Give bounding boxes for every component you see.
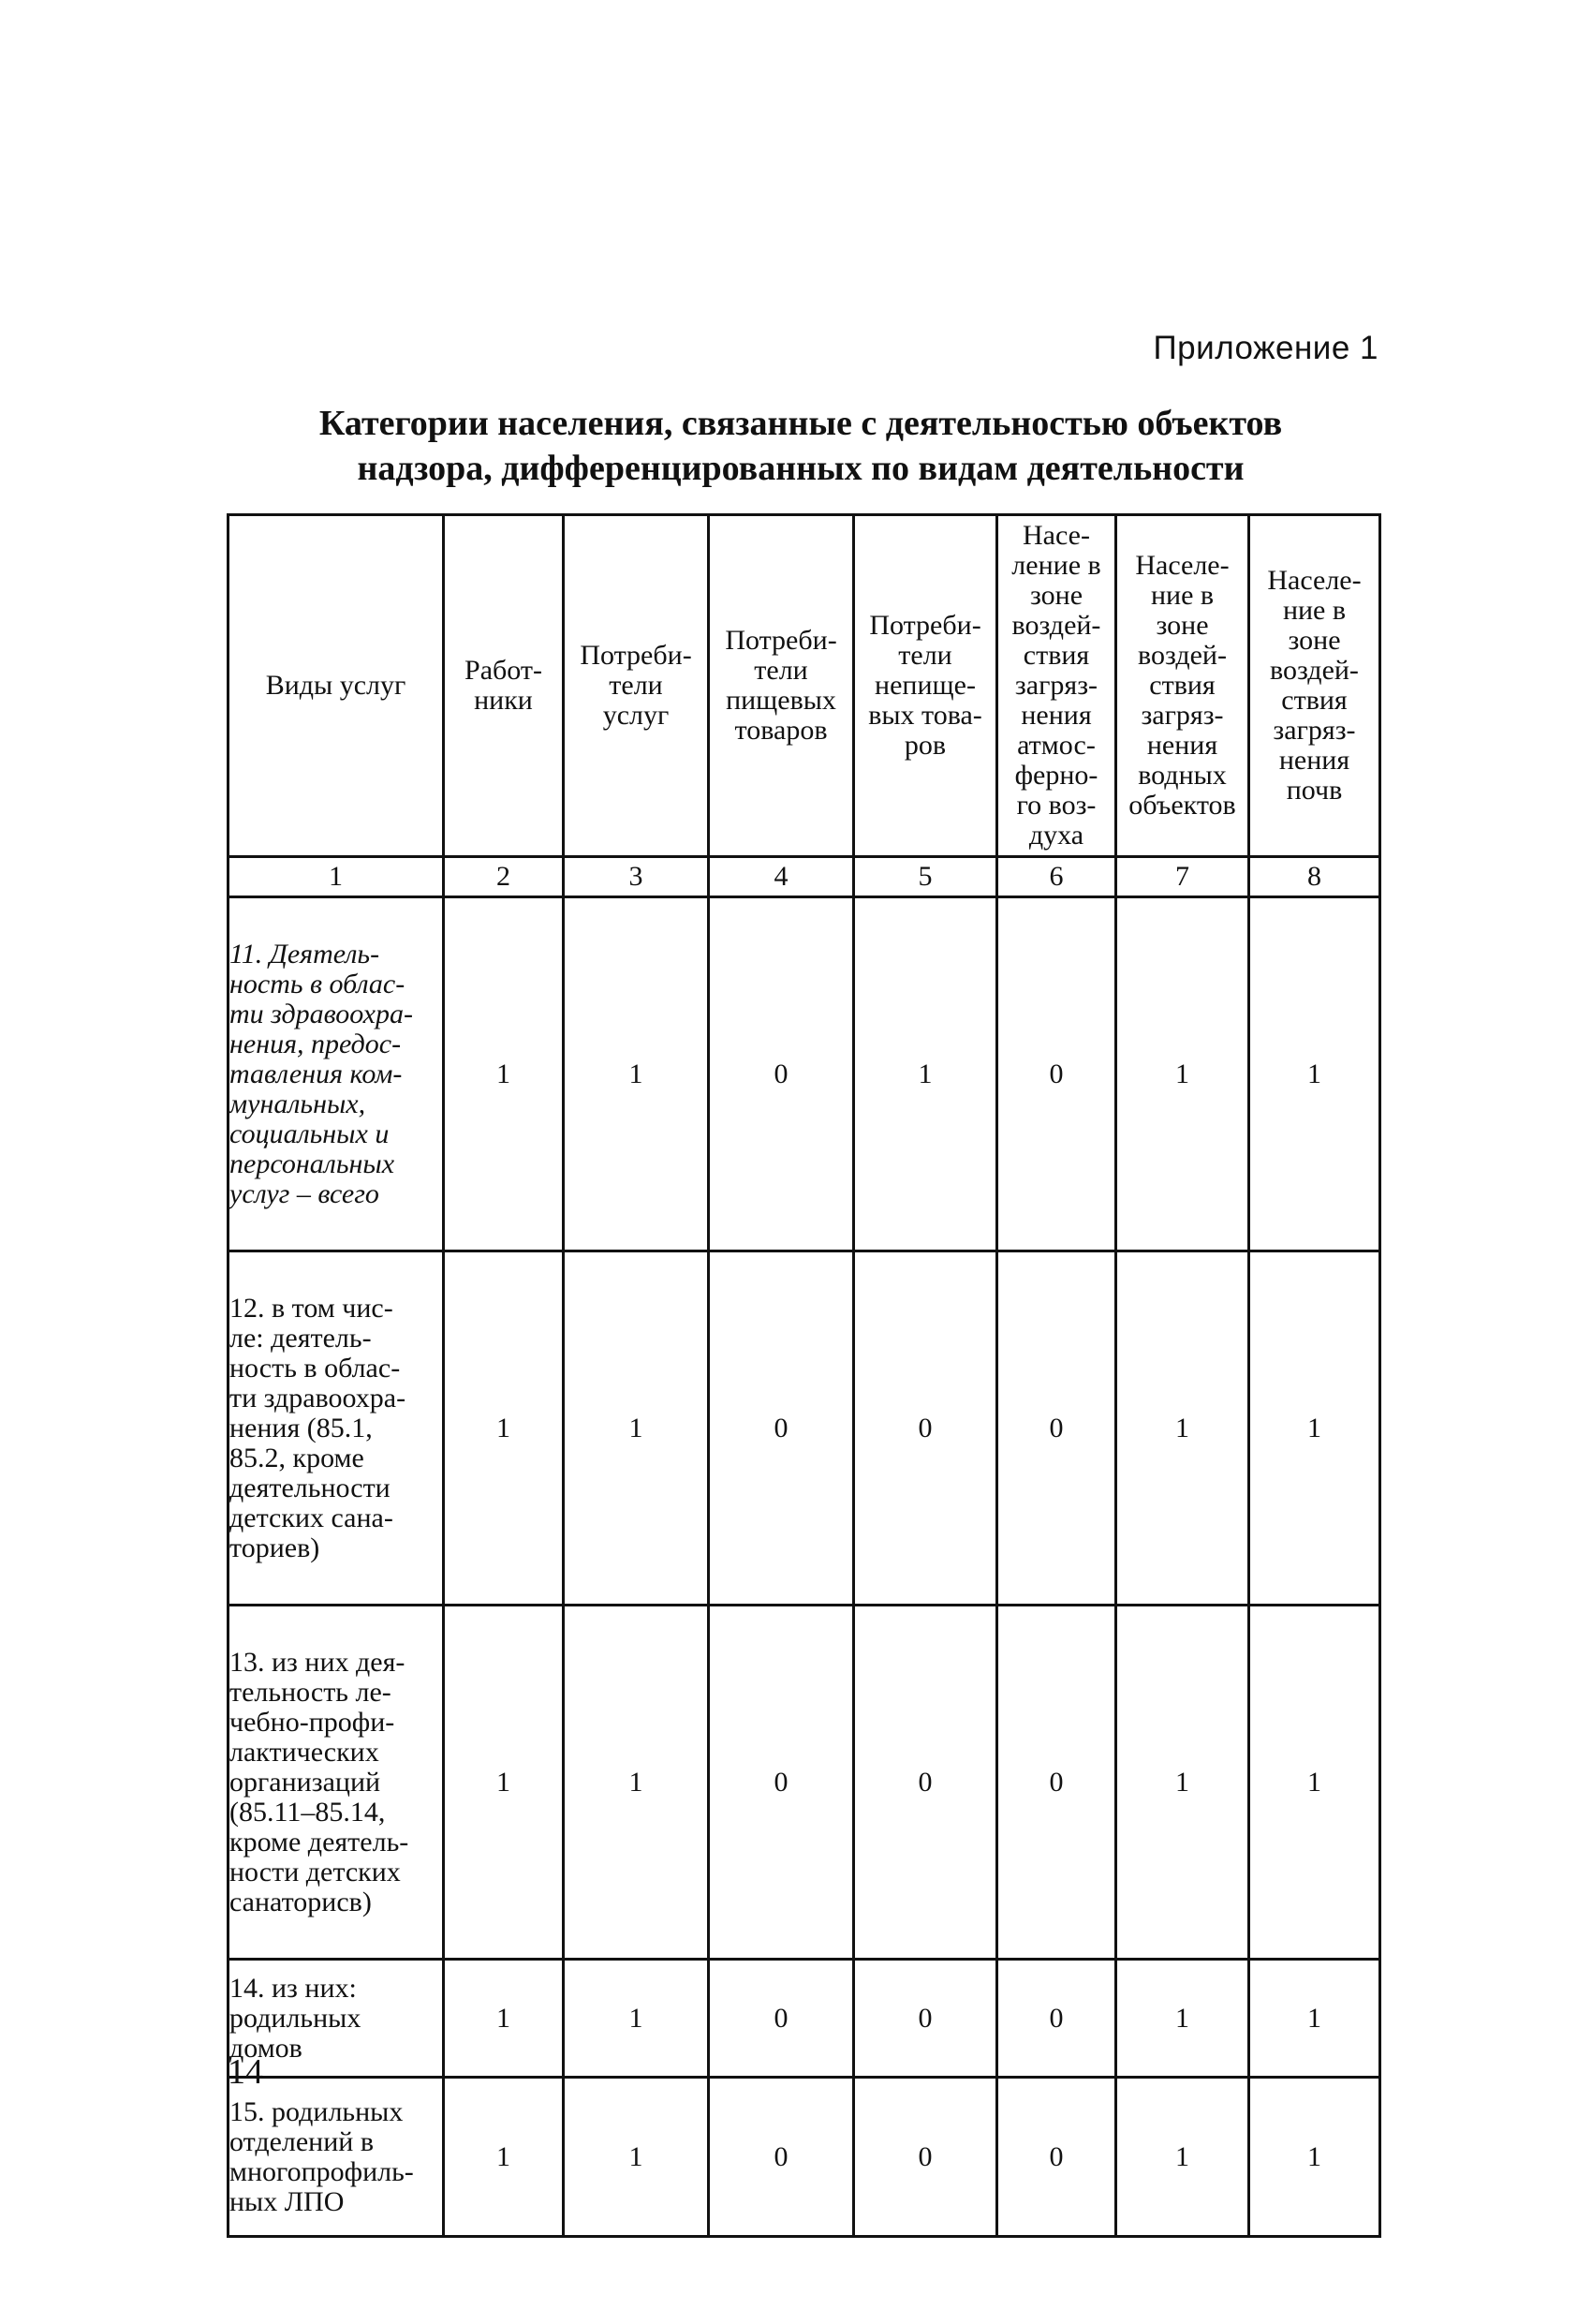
header-cell: [854, 515, 997, 857]
header-text-line: нения: [1146, 730, 1218, 761]
row-value: 1: [1249, 1606, 1380, 1960]
header-text-line: услуг: [602, 700, 670, 731]
row-value: 0: [997, 1251, 1116, 1606]
header-text-line: Насе-: [1023, 520, 1090, 551]
row-value: 1: [1249, 1251, 1380, 1606]
row-value: 0: [709, 2078, 854, 2237]
row-value: 1: [564, 897, 709, 1251]
header-text-line: тели: [609, 670, 663, 701]
header-text-line: ров: [904, 730, 947, 761]
row-label-line: 15. родильных: [229, 2095, 404, 2127]
row-value: 1: [564, 1251, 709, 1606]
row-label-line: кроме деятель-: [229, 1826, 409, 1858]
row-label-line: мунальных,: [229, 1088, 366, 1119]
row-label: [228, 2078, 444, 2237]
header-cell: [564, 515, 709, 857]
header-text-line: загряз-: [1273, 715, 1356, 746]
header-text-line: ники: [474, 685, 533, 716]
header-text-line: Виды услуг: [265, 670, 406, 701]
row-value: 1: [444, 1251, 564, 1606]
header-cell: [1116, 515, 1249, 857]
table-row: [228, 1606, 1380, 1960]
page-number: 14: [228, 2052, 263, 2092]
column-number: 2: [444, 857, 564, 897]
row-label-line: ность в облас-: [229, 968, 405, 999]
header-text-line: объектов: [1128, 790, 1236, 821]
row-label-line: лактических: [229, 1736, 379, 1768]
header-cell: [1249, 515, 1380, 857]
header-text-line: тели: [754, 655, 808, 686]
header-cell: [997, 515, 1116, 857]
row-label-line: персональных: [229, 1147, 395, 1179]
row-value: 1: [1116, 1606, 1249, 1960]
row-label-line: многопрофиль-: [229, 2155, 414, 2187]
header-text-line: Работ-: [464, 655, 542, 686]
appendix-label: Приложение 1: [1153, 330, 1378, 366]
row-value: 0: [854, 1960, 997, 2078]
row-label: [228, 897, 444, 1251]
row-label-line: детских сана-: [229, 1502, 393, 1533]
header-text-line: тели: [898, 640, 952, 671]
header-row: [228, 515, 1380, 857]
column-number: 5: [854, 857, 997, 897]
row-value: 1: [1249, 2078, 1380, 2237]
row-value: 1: [1116, 1251, 1249, 1606]
row-value: 1: [1249, 1960, 1380, 2078]
header-text-line: ние в: [1282, 595, 1347, 626]
row-label-line: социальных и: [229, 1118, 390, 1149]
header-text-line: вых това-: [868, 700, 982, 731]
document-title: [225, 401, 1377, 491]
row-label-line: услуг – всего: [229, 1177, 379, 1209]
table-row: [228, 1960, 1380, 2078]
header-text-line: товаров: [734, 715, 828, 746]
row-label-line: 12. в том чис-: [229, 1292, 393, 1324]
row-label-line: чебно-профи-: [229, 1706, 395, 1738]
header-text-line: ние в: [1150, 580, 1215, 611]
row-value: 1: [444, 1960, 564, 2078]
row-value: 1: [444, 1606, 564, 1960]
row-label-line: деятельности: [229, 1472, 391, 1503]
header-text-line: нения: [1278, 745, 1350, 776]
row-label-line: ториев): [229, 1532, 320, 1563]
header-text-line: Потреби-: [725, 625, 837, 656]
row-value: 1: [1116, 897, 1249, 1251]
row-label-line: санаторисв): [229, 1886, 372, 1917]
header-text-line: пищевых: [726, 685, 836, 716]
table-row: [228, 2078, 1380, 2237]
header-text-line: Населе-: [1267, 565, 1362, 596]
header-text-line: зоне: [1288, 625, 1341, 656]
row-label-line: тавления ком-: [229, 1058, 403, 1089]
header-text-line: воздей-: [1011, 610, 1101, 641]
header-text-line: го воз-: [1016, 790, 1097, 821]
title-line-1: Категории населения, связанные с деятельностью объектов: [318, 404, 1283, 443]
header-text-line: загряз-: [1141, 700, 1224, 731]
row-label-line: 85.2, кроме: [229, 1442, 364, 1473]
row-value: 0: [854, 1251, 997, 1606]
header-text-line: воздей-: [1270, 655, 1359, 686]
row-value: 1: [1116, 2078, 1249, 2237]
header-text-line: Потреби-: [869, 610, 981, 641]
table-row: [228, 1251, 1380, 1606]
row-label-line: нения, предос-: [229, 1028, 402, 1059]
column-number: 8: [1249, 857, 1380, 897]
header-text-line: нения: [1021, 700, 1092, 731]
header-text-line: воздей-: [1138, 640, 1227, 671]
row-label-line: ность в облас-: [229, 1352, 401, 1384]
row-value: 1: [444, 2078, 564, 2237]
row-value: 0: [854, 2078, 997, 2237]
row-value: 0: [709, 1606, 854, 1960]
row-value: 0: [997, 1960, 1116, 2078]
row-label: [228, 1606, 444, 1960]
header-text-line: непище-: [875, 670, 976, 701]
header-text-line: ствия: [1149, 670, 1216, 701]
title-line-2: надзора, дифференцированных по видам деятельности: [357, 449, 1245, 488]
column-number: 1: [228, 857, 444, 897]
row-value: 1: [564, 1960, 709, 2078]
header-text-line: ствия: [1281, 685, 1348, 716]
row-value: 0: [854, 1606, 997, 1960]
header-text-line: водных: [1138, 760, 1227, 791]
header-text-line: Населе-: [1135, 550, 1230, 581]
row-value: 0: [709, 897, 854, 1251]
row-label-line: нения (85.1,: [229, 1412, 373, 1443]
header-text-line: почв: [1286, 775, 1343, 806]
row-label-line: 13. из них дея-: [229, 1646, 405, 1678]
row-label-line: тельность ле-: [229, 1676, 391, 1708]
header-cell: [444, 515, 564, 857]
row-value: 0: [709, 1960, 854, 2078]
table-body: [228, 897, 1380, 2237]
row-value: 1: [564, 1606, 709, 1960]
row-label: [228, 1251, 444, 1606]
header-text-line: духа: [1028, 820, 1084, 851]
row-value: 0: [997, 2078, 1116, 2237]
row-label-line: 11. Деятель-: [229, 938, 380, 970]
row-label-line: ности детских: [229, 1856, 401, 1887]
header-cell: [228, 515, 444, 857]
row-label-line: ти здравоохра-: [229, 998, 413, 1029]
row-label-line: отделений в: [229, 2125, 375, 2157]
row-value: 1: [564, 2078, 709, 2237]
row-value: 0: [709, 1251, 854, 1606]
row-label-line: 14. из них:: [229, 1972, 357, 2004]
row-label-line: ле: деятель-: [229, 1322, 372, 1354]
header-text-line: зоне: [1029, 580, 1083, 611]
row-value: 1: [1116, 1960, 1249, 2078]
row-label-line: организаций: [229, 1766, 381, 1798]
column-number: 4: [709, 857, 854, 897]
row-value: 0: [997, 897, 1116, 1251]
header-text-line: ферно-: [1014, 760, 1098, 791]
row-value: 1: [854, 897, 997, 1251]
row-label-line: ти здравоохра-: [229, 1382, 406, 1414]
column-number-row: [228, 857, 1380, 897]
row-value: 1: [444, 897, 564, 1251]
header-cell: [709, 515, 854, 857]
row-label-line: домов: [229, 2032, 302, 2064]
header-text-line: зоне: [1156, 610, 1209, 641]
row-value: 0: [997, 1606, 1116, 1960]
header-text-line: атмос-: [1017, 730, 1096, 761]
header-text-line: Потреби-: [580, 640, 692, 671]
header-text-line: ление в: [1011, 550, 1101, 581]
row-label-line: (85.11–85.14,: [229, 1796, 386, 1828]
row-value: 1: [1249, 897, 1380, 1251]
row-label-line: ных ЛПО: [229, 2185, 345, 2217]
table-row: [228, 897, 1380, 1251]
categories-table: [227, 513, 1381, 2238]
header-text-line: ствия: [1023, 640, 1090, 671]
row-label-line: родильных: [229, 2002, 361, 2034]
column-number: 3: [564, 857, 709, 897]
column-number: 7: [1116, 857, 1249, 897]
column-number: 6: [997, 857, 1116, 897]
header-text-line: загряз-: [1014, 670, 1098, 701]
